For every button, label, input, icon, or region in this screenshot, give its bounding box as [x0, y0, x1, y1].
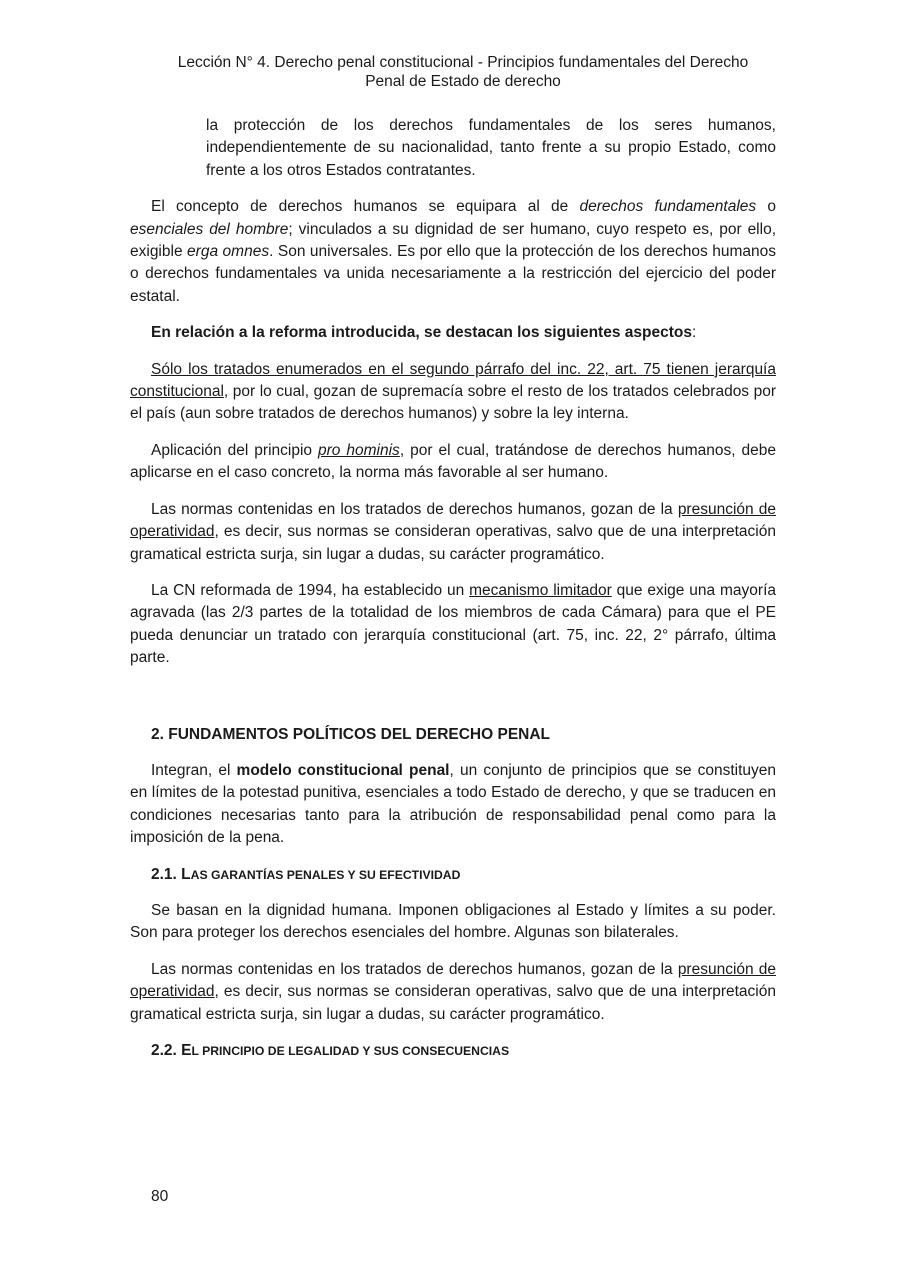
text-run: , un conjunto de principios que se constituyen en límites de la potestad punitiva, esenciales a todo Estado de derecho, y que se traducen en condiciones necesarias tanto para la atribución de responsabilidad penal como para la imposición de la pena. — [130, 761, 777, 847]
text-run: Las normas contenidas en los tratados de derechos humanos, gozan de la — [151, 960, 678, 978]
text-run: Las normas contenidas en los tratados de derechos humanos, gozan de la — [151, 500, 678, 518]
header-line-1: Lección N° 4. Derecho penal constitucional - Principios fundamentales del Derecho — [177, 54, 749, 71]
block-quote: la protección de los derechos fundamentales de los seres humanos, independientemente de su nacionalidad, tanto frente a su propio Estado, como frente a los otros Estados contratantes. — [206, 117, 776, 179]
text-run: El concepto de derechos humanos se equipara al de — [151, 198, 580, 216]
text-run: Integran, el — [151, 761, 237, 779]
text-run: . Son universales. Es por ello que la protección de los derechos humanos o derechos fundamentales va unida necesariamente a la restricción del ejercicio del poder estatal. — [130, 243, 776, 305]
text-run: , es decir, sus normas se consideran operativas, salvo que de una interpretación gramatical estricta surja, sin lugar a dudas, su carácter programático. — [130, 523, 776, 563]
bold-term: modelo constitucional penal — [236, 761, 450, 779]
paragraph-operativity-repeat — [130, 959, 776, 1026]
text-run: , por lo cual, gozan de supremacía sobre el resto de los tratados celebrados por el país (aun sobre tratados de derechos humanos) y sobre la ley interna. — [130, 383, 776, 423]
italic-underlined-term: pro hominis — [318, 441, 400, 459]
subsection-heading-2-1 — [151, 864, 776, 886]
page-number: 80 — [151, 1188, 169, 1205]
text-run: La CN reformada de 1994, ha establecido un — [151, 581, 470, 599]
header-line-2: Penal de Estado de derecho — [365, 73, 561, 90]
paragraph-reform-aspects — [130, 322, 776, 344]
paragraph-human-rights-concept — [130, 196, 776, 308]
paragraph-constitutional-model — [130, 760, 776, 850]
text-run: , por el cual, tratándose de derechos humanos, debe aplicarse en el caso concreto, la norma más favorable al ser humano. — [130, 441, 776, 482]
italic-term: esenciales del hombre — [130, 220, 289, 238]
text-run: que exige una mayoría agravada (las 2/3 partes de la totalidad de los miembros de cada Cámara) para que el PE pueda denunciar un tratado con jerarquía constitucional (art. 75, inc. 22, 2° párrafo, última parte. — [130, 581, 776, 667]
subheading-smallcaps: L PRINCIPIO DE LEGALIDAD Y SUS CONSECUENCIAS — [191, 1044, 510, 1058]
section-heading: 2. FUNDAMENTOS POLÍTICOS DEL DERECHO PENAL — [151, 725, 551, 743]
underlined-phrase: mecanismo limitador — [469, 581, 612, 599]
bold-lead: En relación a la reforma introducida, se destacan los siguientes aspectos — [151, 324, 692, 342]
text-run: : — [691, 324, 697, 342]
subheading-number: 2.1. L — [151, 865, 191, 883]
underlined-phrase: presunción de operatividad — [130, 960, 777, 1001]
subheading-number: 2.2. E — [151, 1042, 192, 1059]
italic-term: erga omnes — [187, 243, 270, 261]
page-header — [130, 53, 796, 91]
text-run: o — [756, 198, 776, 216]
paragraph-treaties-hierarchy — [130, 359, 776, 426]
text-run: Aplicación del principio — [151, 441, 319, 459]
paragraph-pro-hominis — [130, 440, 776, 485]
paragraph-operativity — [130, 499, 776, 566]
paragraph-guarantees: Se basan en la dignidad humana. Imponen obligaciones al Estado y límites a su poder. Son para proteger los derechos esenciales del hombre. Algunas son bilaterales. — [130, 901, 776, 942]
underlined-phrase: presunción de operatividad — [130, 500, 777, 541]
italic-term: derechos fundamentales — [579, 198, 757, 216]
document-body — [130, 115, 776, 1062]
subsection-heading-2-2 — [151, 1040, 776, 1062]
subheading-smallcaps: AS GARANTÍAS PENALES Y SU EFECTIVIDAD — [190, 867, 461, 882]
text-run: ; vinculados a su dignidad de ser humano, cuyo respeto es, por ello, exigible — [130, 220, 777, 261]
underlined-phrase: Sólo los tratados enumerados en el segundo párrafo del inc. 22, art. 75 tienen jerarquía constitucional — [130, 360, 776, 401]
text-run: , es decir, sus normas se consideran operativas, salvo que de una interpretación gramatical estricta surja, sin lugar a dudas, su carácter programático. — [130, 983, 776, 1023]
paragraph-limiting-mechanism — [130, 580, 776, 670]
